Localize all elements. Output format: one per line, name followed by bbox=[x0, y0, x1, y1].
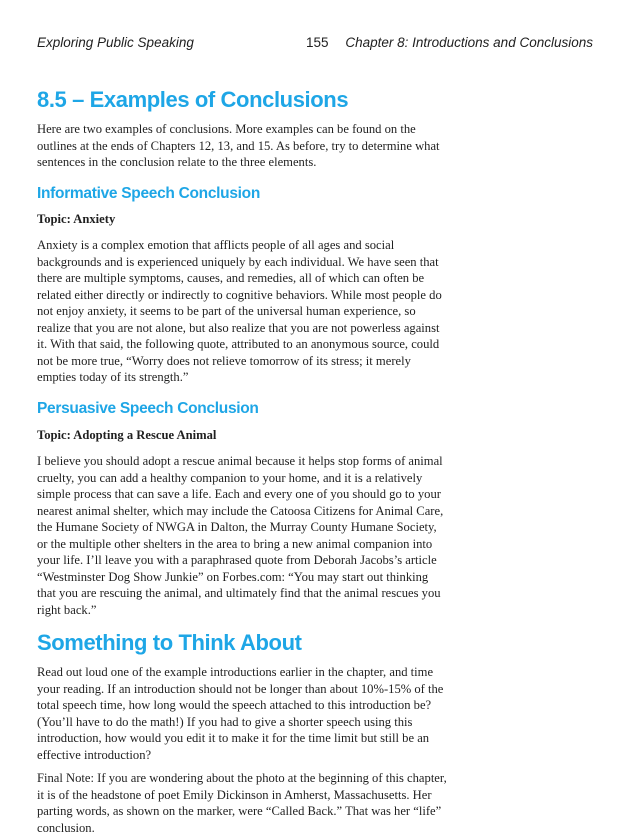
section-title: 8.5 – Examples of Conclusions bbox=[37, 87, 349, 112]
book-title: Exploring Public Speaking bbox=[37, 35, 194, 50]
chapter-title: Chapter 8: Introductions and Conclusions bbox=[345, 35, 593, 50]
think-about-paragraph: Read out loud one of the example introductions earlier in the chapter, and time your reading. If an introduction should not be longer than about 10%-15% of the total speech time, how long would the speech attached to this introduction be? (You’ll have to do the math!) If you had to give a shorter speech using this introduction, how would you edit it to make it for the time limit but still be an effective introduction? bbox=[37, 665, 444, 762]
informative-heading: Informative Speech Conclusion bbox=[37, 184, 260, 202]
running-header bbox=[37, 35, 593, 53]
page-content bbox=[37, 83, 447, 836]
page-number: 155 bbox=[306, 35, 329, 50]
persuasive-heading: Persuasive Speech Conclusion bbox=[37, 399, 259, 417]
informative-conclusion-text: Anxiety is a complex emotion that afflicts people of all ages and social backgrounds and is experienced uniquely by each individual. We have seen that there are multiple symptoms, causes, and remedies, all of which can often be related either directly or indirectly to cognitive behaviors. While most people do not enjoy anxiety, it seems to be part of the universal human experience, so realize that you are not alone, but also realize that you are not powerless against it. With that said, the following quote, attributed to an anonymous source, could not be more true, “Worry does not relieve tomorrow of its stress; it merely empties today of its strength.” bbox=[37, 238, 442, 384]
final-note-paragraph: Final Note: If you are wondering about the photo at the beginning of this chapter, it is of the headstone of poet Emily Dickinson in Amherst, Massachusetts. Her parting words, as shown on the marker, were “Called Back.” That was her “life” conclusion. bbox=[37, 771, 447, 835]
persuasive-conclusion-text: I believe you should adopt a rescue animal because it helps stop forms of animal cruelty, you can add a healthy companion to your home, and it is a relatively simple process that can save a life. Each and every one of you should go to your nearest animal shelter, which may include the Catoosa Citizens for Animal Care, the Humane Society of NWGA in Dalton, the Murray County Humane Society, or the multiple other shelters in the area to bring a new animal companion into your life. I’ll leave you with a paraphrased quote from Deborah Jacobs’s article “Westminster Dog Show Junkie” on Forbes.com: “You may start out thinking that you are rescuing the animal, and ultimately find that the animal rescues you right back.” bbox=[37, 454, 444, 617]
informative-topic: Topic: Anxiety bbox=[37, 211, 116, 226]
think-about-heading: Something to Think About bbox=[37, 630, 302, 655]
intro-paragraph: Here are two examples of conclusions. More examples can be found on the outlines at the ends of Chapters 12, 13, and 15. As before, try to determine what sentences in the conclusion relate to the three elements. bbox=[37, 122, 440, 169]
persuasive-topic: Topic: Adopting a Rescue Animal bbox=[37, 427, 217, 442]
